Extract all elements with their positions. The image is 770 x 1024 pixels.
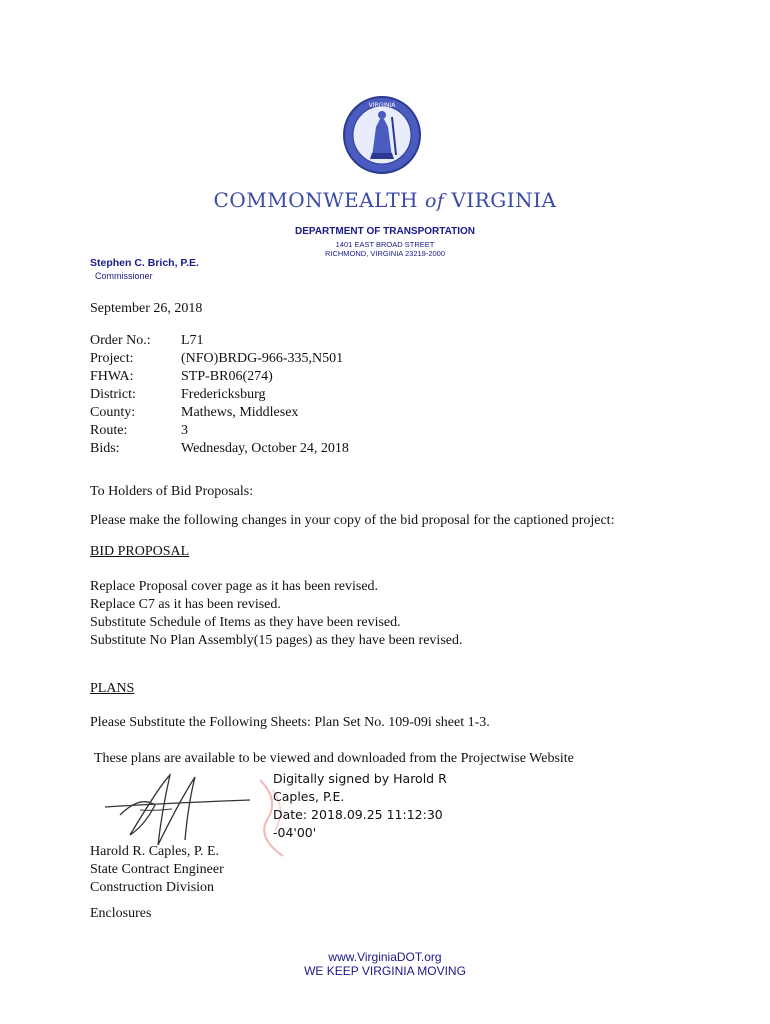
footer-slogan: WE KEEP VIRGINIA MOVING xyxy=(304,964,466,978)
banner-of: of xyxy=(424,190,445,212)
plans-availability: These plans are available to be viewed and downloaded from the Projectwise Website xyxy=(94,751,574,766)
digital-signature-line: Date: 2018.09.25 11:12:30 xyxy=(273,807,443,822)
handwritten-signature-icon xyxy=(100,765,250,850)
digital-signature-line: -04'00' xyxy=(273,825,317,840)
intro-paragraph: Please make the following changes in your copy of the bid proposal for the captioned project: xyxy=(90,513,615,528)
address-line-1: 1401 EAST BROAD STREET xyxy=(335,240,435,249)
list-item: Replace Proposal cover page as it has been revised. xyxy=(90,579,379,594)
field-value: (NFO)BRDG-966-335,N501 xyxy=(181,351,344,366)
signer-name: Harold R. Caples, P. E. xyxy=(90,844,220,859)
field-label: District: xyxy=(90,387,136,402)
seal-text: VIRGINIA xyxy=(368,102,396,109)
banner-state: VIRGINIA xyxy=(451,188,557,212)
list-item: Substitute No Plan Assembly(15 pages) as they have been revised. xyxy=(90,633,463,648)
digital-signature-line: Caples, P.E. xyxy=(273,789,345,804)
field-label: Order No.: xyxy=(90,333,151,348)
field-row xyxy=(90,332,349,350)
field-row xyxy=(90,368,349,386)
digital-signature-line: Digitally signed by Harold R xyxy=(273,771,447,786)
field-value: Wednesday, October 24, 2018 xyxy=(181,441,349,456)
letter-date: September 26, 2018 xyxy=(90,301,203,316)
signer-block xyxy=(90,843,224,897)
field-label: Route: xyxy=(90,423,128,438)
field-value: Fredericksburg xyxy=(181,387,266,402)
field-row xyxy=(90,440,349,458)
bid-proposal-heading: BID PROPOSAL xyxy=(90,544,190,559)
salutation: To Holders of Bid Proposals: xyxy=(90,484,254,499)
list-item: Substitute Schedule of Items as they have been revised. xyxy=(90,615,401,630)
field-label: County: xyxy=(90,405,136,420)
field-row xyxy=(90,386,349,404)
field-row xyxy=(90,404,349,422)
commissioner-name: Stephen C. Brich, P.E. xyxy=(90,257,199,269)
field-row xyxy=(90,350,349,368)
plans-substitute-line: Please Substitute the Following Sheets: Plan Set No. 109-09i sheet 1-3. xyxy=(90,715,490,730)
field-value: L71 xyxy=(181,333,204,348)
enclosures-note: Enclosures xyxy=(90,906,152,921)
field-value: Mathews, Middlesex xyxy=(181,405,299,420)
field-label: FHWA: xyxy=(90,369,134,384)
virginia-seal-icon xyxy=(342,95,422,175)
field-label: Project: xyxy=(90,351,134,366)
list-item: Replace C7 as it has been revised. xyxy=(90,597,281,612)
address-line-2: RICHMOND, VIRGINIA 23219-2000 xyxy=(324,249,446,258)
commonwealth-banner xyxy=(0,188,770,212)
field-row xyxy=(90,422,349,440)
digital-signature-block xyxy=(273,770,447,842)
commissioner-title: Commissioner xyxy=(95,271,153,281)
plans-heading: PLANS xyxy=(90,681,135,696)
footer-website-link[interactable]: www.VirginiaDOT.org xyxy=(328,950,442,964)
department-name: DEPARTMENT OF TRANSPORTATION xyxy=(295,226,475,237)
banner-main: COMMONWEALTH xyxy=(213,188,419,212)
bid-proposal-list xyxy=(90,578,462,650)
field-value: 3 xyxy=(181,423,188,438)
signer-title: State Contract Engineer xyxy=(90,862,224,877)
order-details-table xyxy=(90,332,349,458)
field-value: STP-BR06(274) xyxy=(181,369,273,384)
field-label: Bids: xyxy=(90,441,120,456)
signer-division: Construction Division xyxy=(90,880,215,895)
